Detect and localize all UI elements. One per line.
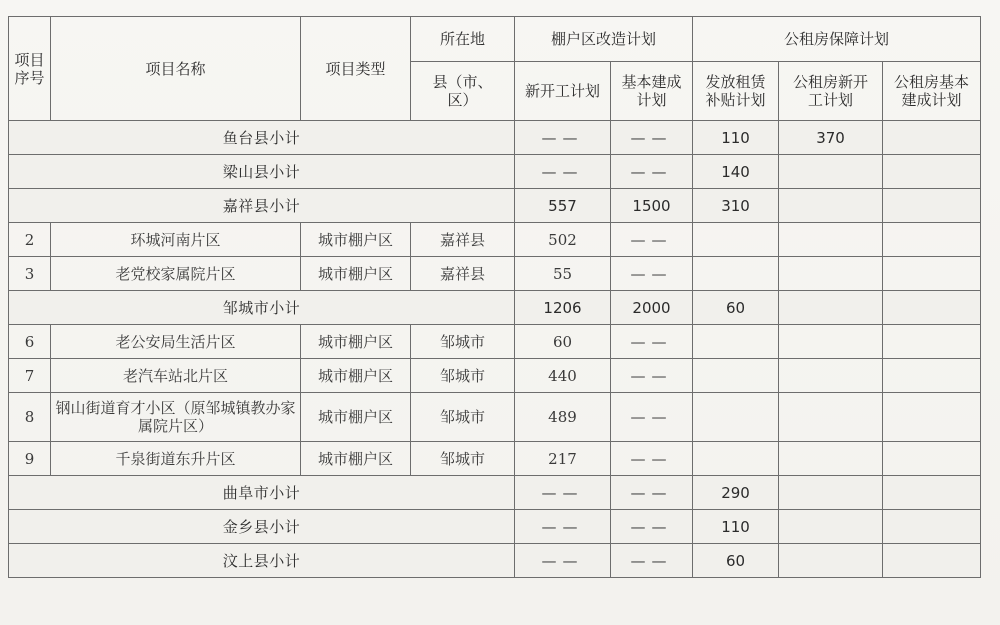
- basic-built-cell: ——: [611, 476, 693, 510]
- location-cell: 嘉祥县: [411, 257, 515, 291]
- rent-subsidy-cell: [693, 442, 779, 476]
- subtotal-row: [9, 510, 981, 544]
- pr-new-start-cell: [779, 155, 883, 189]
- basic-built-cell: ——: [611, 510, 693, 544]
- subtotal-row: [9, 476, 981, 510]
- subtotal-row: [9, 121, 981, 155]
- header-row-1: [9, 17, 981, 62]
- seq-cell: 8: [9, 393, 51, 442]
- new-start-cell: ——: [515, 121, 611, 155]
- type-cell: 城市棚户区: [301, 393, 411, 442]
- pr-new-start-cell: [779, 393, 883, 442]
- type-cell: 城市棚户区: [301, 257, 411, 291]
- header-location: 所在地: [411, 17, 515, 62]
- subtotal-label: 汶上县小计: [9, 544, 515, 578]
- pr-new-start-cell: [779, 476, 883, 510]
- header-new-start: 新开工计划: [515, 62, 611, 121]
- new-start-cell: 60: [515, 325, 611, 359]
- new-start-cell: 440: [515, 359, 611, 393]
- new-start-cell: 217: [515, 442, 611, 476]
- pr-basic-built-cell: [883, 393, 981, 442]
- rent-subsidy-cell: [693, 223, 779, 257]
- type-cell: 城市棚户区: [301, 223, 411, 257]
- basic-built-cell: ——: [611, 359, 693, 393]
- pr-basic-built-cell: [883, 189, 981, 223]
- rent-subsidy-cell: [693, 325, 779, 359]
- pr-basic-built-cell: [883, 510, 981, 544]
- header-pr-new-start: 公租房新开工计划: [779, 62, 883, 121]
- table-row: [9, 393, 981, 442]
- basic-built-cell: ——: [611, 121, 693, 155]
- header-rent-subsidy: 发放租赁补贴计划: [693, 62, 779, 121]
- rent-subsidy-cell: 290: [693, 476, 779, 510]
- pr-new-start-cell: [779, 510, 883, 544]
- header-public-rent-plan: 公租房保障计划: [693, 17, 981, 62]
- new-start-cell: 1206: [515, 291, 611, 325]
- subtotal-label: 嘉祥县小计: [9, 189, 515, 223]
- name-cell: 千泉街道东升片区: [51, 442, 301, 476]
- pr-basic-built-cell: [883, 257, 981, 291]
- seq-cell: 7: [9, 359, 51, 393]
- table-row: [9, 223, 981, 257]
- name-cell: 老汽车站北片区: [51, 359, 301, 393]
- new-start-cell: 489: [515, 393, 611, 442]
- pr-basic-built-cell: [883, 291, 981, 325]
- pr-basic-built-cell: [883, 155, 981, 189]
- subtotal-row: [9, 189, 981, 223]
- name-cell: 老党校家属院片区: [51, 257, 301, 291]
- pr-basic-built-cell: [883, 223, 981, 257]
- type-cell: 城市棚户区: [301, 442, 411, 476]
- location-cell: 邹城市: [411, 393, 515, 442]
- subtotal-label: 邹城市小计: [9, 291, 515, 325]
- pr-basic-built-cell: [883, 121, 981, 155]
- name-cell: 老公安局生活片区: [51, 325, 301, 359]
- location-cell: 邹城市: [411, 359, 515, 393]
- pr-new-start-cell: [779, 359, 883, 393]
- rent-subsidy-cell: [693, 393, 779, 442]
- header-shanty-plan: 棚户区改造计划: [515, 17, 693, 62]
- new-start-cell: 502: [515, 223, 611, 257]
- rent-subsidy-cell: 310: [693, 189, 779, 223]
- seq-cell: 6: [9, 325, 51, 359]
- pr-basic-built-cell: [883, 476, 981, 510]
- basic-built-cell: ——: [611, 544, 693, 578]
- basic-built-cell: 1500: [611, 189, 693, 223]
- pr-new-start-cell: [779, 257, 883, 291]
- header-basic-built: 基本建成计划: [611, 62, 693, 121]
- table-row: [9, 359, 981, 393]
- header-pr-basic-built: 公租房基本建成计划: [883, 62, 981, 121]
- basic-built-cell: ——: [611, 257, 693, 291]
- pr-new-start-cell: [779, 325, 883, 359]
- name-cell: 环城河南片区: [51, 223, 301, 257]
- header-seq: 项目序号: [9, 17, 51, 121]
- header-type: 项目类型: [301, 17, 411, 121]
- basic-built-cell: ——: [611, 325, 693, 359]
- new-start-cell: ——: [515, 510, 611, 544]
- rent-subsidy-cell: 110: [693, 121, 779, 155]
- basic-built-cell: ——: [611, 155, 693, 189]
- new-start-cell: ——: [515, 544, 611, 578]
- seq-cell: 3: [9, 257, 51, 291]
- location-cell: 邹城市: [411, 442, 515, 476]
- pr-basic-built-cell: [883, 325, 981, 359]
- pr-new-start-cell: 370: [779, 121, 883, 155]
- pr-basic-built-cell: [883, 359, 981, 393]
- new-start-cell: ——: [515, 476, 611, 510]
- rent-subsidy-cell: 60: [693, 291, 779, 325]
- pr-new-start-cell: [779, 223, 883, 257]
- table-row: [9, 442, 981, 476]
- location-cell: 嘉祥县: [411, 223, 515, 257]
- pr-new-start-cell: [779, 291, 883, 325]
- basic-built-cell: ——: [611, 393, 693, 442]
- rent-subsidy-cell: 60: [693, 544, 779, 578]
- pr-new-start-cell: [779, 189, 883, 223]
- new-start-cell: ——: [515, 155, 611, 189]
- housing-plan-table: [8, 16, 981, 578]
- new-start-cell: 55: [515, 257, 611, 291]
- type-cell: 城市棚户区: [301, 325, 411, 359]
- basic-built-cell: ——: [611, 223, 693, 257]
- rent-subsidy-cell: [693, 359, 779, 393]
- subtotal-label: 金乡县小计: [9, 510, 515, 544]
- header-name: 项目名称: [51, 17, 301, 121]
- subtotal-label: 梁山县小计: [9, 155, 515, 189]
- type-cell: 城市棚户区: [301, 359, 411, 393]
- subtotal-row: [9, 155, 981, 189]
- rent-subsidy-cell: 140: [693, 155, 779, 189]
- pr-new-start-cell: [779, 442, 883, 476]
- subtotal-label: 曲阜市小计: [9, 476, 515, 510]
- subtotal-label: 鱼台县小计: [9, 121, 515, 155]
- pr-basic-built-cell: [883, 544, 981, 578]
- table-row: [9, 325, 981, 359]
- seq-cell: 9: [9, 442, 51, 476]
- pr-basic-built-cell: [883, 442, 981, 476]
- header-location-sub: 县（市、区）: [411, 62, 515, 121]
- new-start-cell: 557: [515, 189, 611, 223]
- subtotal-row: [9, 291, 981, 325]
- rent-subsidy-cell: 110: [693, 510, 779, 544]
- rent-subsidy-cell: [693, 257, 779, 291]
- subtotal-row: [9, 544, 981, 578]
- basic-built-cell: 2000: [611, 291, 693, 325]
- pr-new-start-cell: [779, 544, 883, 578]
- seq-cell: 2: [9, 223, 51, 257]
- table-row: [9, 257, 981, 291]
- location-cell: 邹城市: [411, 325, 515, 359]
- name-cell: 钢山街道育才小区（原邹城镇教办家属院片区）: [51, 393, 301, 442]
- basic-built-cell: ——: [611, 442, 693, 476]
